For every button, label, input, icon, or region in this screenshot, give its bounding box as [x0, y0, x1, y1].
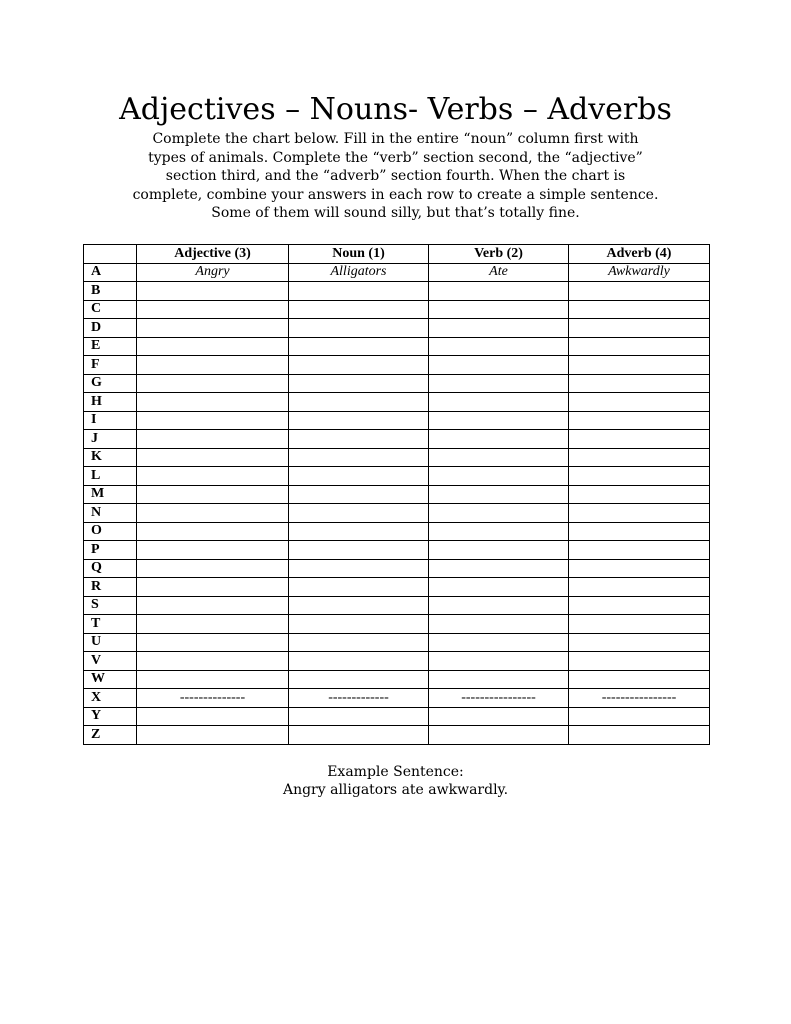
row-letter: J	[84, 430, 137, 449]
row-letter: E	[84, 337, 137, 356]
answer-cell[interactable]	[429, 504, 569, 523]
header-cell: Verb (2)	[429, 245, 569, 264]
example-label: Example Sentence:	[327, 764, 464, 780]
answer-cell[interactable]: Angry	[137, 263, 289, 282]
table-row	[84, 411, 710, 430]
answer-cell[interactable]	[137, 707, 289, 726]
answer-cell[interactable]	[569, 393, 710, 412]
row-letter: K	[84, 448, 137, 467]
table-row	[84, 282, 710, 301]
answer-cell[interactable]	[569, 578, 710, 597]
row-letter: G	[84, 374, 137, 393]
instructions-line: complete, combine your answers in each row to create a simple sentence.	[132, 186, 659, 203]
answer-cell[interactable]	[289, 282, 429, 301]
answer-cell[interactable]	[569, 374, 710, 393]
answer-cell[interactable]	[289, 670, 429, 689]
answer-cell[interactable]	[429, 300, 569, 319]
row-letter: B	[84, 282, 137, 301]
answer-cell[interactable]	[289, 393, 429, 412]
example-sentence: Angry alligators ate awkwardly.	[282, 782, 509, 798]
header-cell: Noun (1)	[289, 245, 429, 264]
answer-cell[interactable]	[569, 485, 710, 504]
answer-cell[interactable]	[429, 467, 569, 486]
table-row	[84, 485, 710, 504]
instructions-line: section third, and the “adverb” section fourth. When the chart is	[165, 168, 626, 185]
answer-cell[interactable]	[569, 448, 710, 467]
table-row	[84, 726, 710, 745]
answer-cell[interactable]	[137, 282, 289, 301]
answer-cell[interactable]	[137, 319, 289, 338]
answer-cell[interactable]	[429, 448, 569, 467]
answer-cell[interactable]	[289, 522, 429, 541]
word-chart	[83, 244, 710, 745]
table-row	[84, 356, 710, 375]
row-letter: L	[84, 467, 137, 486]
answer-cell[interactable]	[137, 485, 289, 504]
answer-cell[interactable]	[569, 504, 710, 523]
answer-cell[interactable]	[429, 356, 569, 375]
table-row	[84, 559, 710, 578]
table-row	[84, 615, 710, 634]
answer-cell[interactable]: Ate	[429, 263, 569, 282]
answer-cell[interactable]	[429, 319, 569, 338]
answer-cell[interactable]	[569, 596, 710, 615]
answer-cell[interactable]	[569, 356, 710, 375]
answer-cell[interactable]	[569, 670, 710, 689]
header-cell: Adverb (4)	[569, 245, 710, 264]
answer-cell[interactable]	[289, 652, 429, 671]
row-letter: A	[84, 263, 137, 282]
answer-cell[interactable]: ----------------	[569, 689, 710, 708]
answer-cell[interactable]	[137, 670, 289, 689]
header-cell	[84, 245, 137, 264]
row-letter: Q	[84, 559, 137, 578]
row-letter: U	[84, 633, 137, 652]
answer-cell[interactable]	[289, 300, 429, 319]
answer-cell[interactable]	[569, 652, 710, 671]
table-row	[84, 467, 710, 486]
answer-cell[interactable]	[289, 467, 429, 486]
answer-cell[interactable]	[429, 541, 569, 560]
answer-cell[interactable]	[569, 467, 710, 486]
row-letter: N	[84, 504, 137, 523]
row-letter: O	[84, 522, 137, 541]
header-row	[84, 245, 710, 264]
answer-cell[interactable]	[429, 559, 569, 578]
answer-cell[interactable]	[569, 337, 710, 356]
row-letter: M	[84, 485, 137, 504]
answer-cell[interactable]: ----------------	[429, 689, 569, 708]
answer-cell[interactable]	[289, 319, 429, 338]
answer-cell[interactable]	[569, 633, 710, 652]
answer-cell[interactable]	[429, 726, 569, 745]
answer-cell[interactable]	[289, 485, 429, 504]
answer-cell[interactable]	[289, 596, 429, 615]
answer-cell[interactable]	[289, 356, 429, 375]
answer-cell[interactable]	[137, 356, 289, 375]
answer-cell[interactable]	[569, 319, 710, 338]
table-row	[84, 393, 710, 412]
answer-cell[interactable]	[569, 282, 710, 301]
instructions-line: Some of them will sound silly, but that’s totally fine.	[211, 205, 580, 222]
answer-cell[interactable]	[137, 522, 289, 541]
answer-cell[interactable]	[569, 615, 710, 634]
answer-cell[interactable]	[289, 726, 429, 745]
answer-cell[interactable]	[429, 578, 569, 597]
answer-cell[interactable]	[569, 559, 710, 578]
table-row	[84, 300, 710, 319]
header-cell: Adjective (3)	[137, 245, 289, 264]
table-row	[84, 707, 710, 726]
answer-cell[interactable]	[289, 374, 429, 393]
table-row	[84, 374, 710, 393]
answer-cell[interactable]	[569, 300, 710, 319]
row-letter: D	[84, 319, 137, 338]
row-letter: H	[84, 393, 137, 412]
table-row	[84, 319, 710, 338]
row-letter: Y	[84, 707, 137, 726]
answer-cell[interactable]	[137, 726, 289, 745]
row-letter: S	[84, 596, 137, 615]
table-row	[84, 263, 710, 282]
answer-cell[interactable]	[289, 504, 429, 523]
answer-cell[interactable]	[429, 522, 569, 541]
answer-cell[interactable]	[429, 393, 569, 412]
answer-cell[interactable]	[137, 578, 289, 597]
answer-cell[interactable]	[137, 374, 289, 393]
row-letter: T	[84, 615, 137, 634]
answer-cell[interactable]	[429, 596, 569, 615]
answer-cell[interactable]: -------------	[289, 689, 429, 708]
answer-cell[interactable]	[137, 300, 289, 319]
answer-cell[interactable]	[137, 633, 289, 652]
instructions	[100, 130, 691, 223]
answer-cell[interactable]	[137, 467, 289, 486]
row-letter: W	[84, 670, 137, 689]
table-row	[84, 578, 710, 597]
answer-cell[interactable]	[137, 337, 289, 356]
row-letter: F	[84, 356, 137, 375]
answer-cell[interactable]	[569, 707, 710, 726]
answer-cell[interactable]	[289, 707, 429, 726]
answer-cell[interactable]	[429, 374, 569, 393]
answer-cell[interactable]	[429, 652, 569, 671]
table-row	[84, 337, 710, 356]
row-letter: V	[84, 652, 137, 671]
row-letter: R	[84, 578, 137, 597]
answer-cell[interactable]	[429, 411, 569, 430]
answer-cell[interactable]	[569, 541, 710, 560]
answer-cell[interactable]	[289, 541, 429, 560]
answer-cell[interactable]	[289, 578, 429, 597]
instructions-line: types of animals. Complete the “verb” section second, the “adjective”	[148, 149, 643, 166]
answer-cell[interactable]	[289, 633, 429, 652]
table-row	[84, 541, 710, 560]
answer-cell[interactable]	[137, 652, 289, 671]
answer-cell[interactable]	[289, 559, 429, 578]
answer-cell[interactable]	[137, 541, 289, 560]
table-row	[84, 596, 710, 615]
answer-cell[interactable]	[569, 430, 710, 449]
answer-cell[interactable]	[569, 522, 710, 541]
answer-cell[interactable]	[289, 615, 429, 634]
table-row	[84, 670, 710, 689]
answer-cell[interactable]	[137, 615, 289, 634]
answer-cell[interactable]	[137, 448, 289, 467]
table-row	[84, 633, 710, 652]
answer-cell[interactable]	[137, 430, 289, 449]
row-letter: P	[84, 541, 137, 560]
answer-cell[interactable]	[289, 430, 429, 449]
answer-cell[interactable]	[289, 448, 429, 467]
answer-cell[interactable]	[429, 707, 569, 726]
answer-cell[interactable]	[569, 726, 710, 745]
table-row	[84, 448, 710, 467]
answer-cell[interactable]	[429, 282, 569, 301]
answer-cell[interactable]	[137, 411, 289, 430]
answer-cell[interactable]	[289, 411, 429, 430]
table-row	[84, 504, 710, 523]
answer-cell[interactable]: --------------	[137, 689, 289, 708]
answer-cell[interactable]: Awkwardly	[569, 263, 710, 282]
answer-cell[interactable]	[429, 633, 569, 652]
row-letter: I	[84, 411, 137, 430]
answer-cell[interactable]	[429, 430, 569, 449]
answer-cell[interactable]	[429, 615, 569, 634]
row-letter: X	[84, 689, 137, 708]
answer-cell[interactable]	[429, 337, 569, 356]
answer-cell[interactable]	[137, 393, 289, 412]
example-section	[0, 763, 791, 799]
table-row	[84, 652, 710, 671]
answer-cell[interactable]	[569, 411, 710, 430]
table-row	[84, 522, 710, 541]
table-row	[84, 430, 710, 449]
instructions-line: Complete the chart below. Fill in the entire “noun” column first with	[152, 131, 639, 147]
answer-cell[interactable]	[137, 596, 289, 615]
answer-cell[interactable]	[137, 504, 289, 523]
answer-cell[interactable]	[289, 337, 429, 356]
answer-cell[interactable]	[429, 670, 569, 689]
answer-cell[interactable]	[137, 559, 289, 578]
answer-cell[interactable]	[429, 485, 569, 504]
row-letter: Z	[84, 726, 137, 745]
table-row	[84, 689, 710, 708]
row-letter: C	[84, 300, 137, 319]
page-title: Adjectives – Nouns- Verbs – Adverbs	[119, 92, 672, 127]
answer-cell[interactable]: Alligators	[289, 263, 429, 282]
